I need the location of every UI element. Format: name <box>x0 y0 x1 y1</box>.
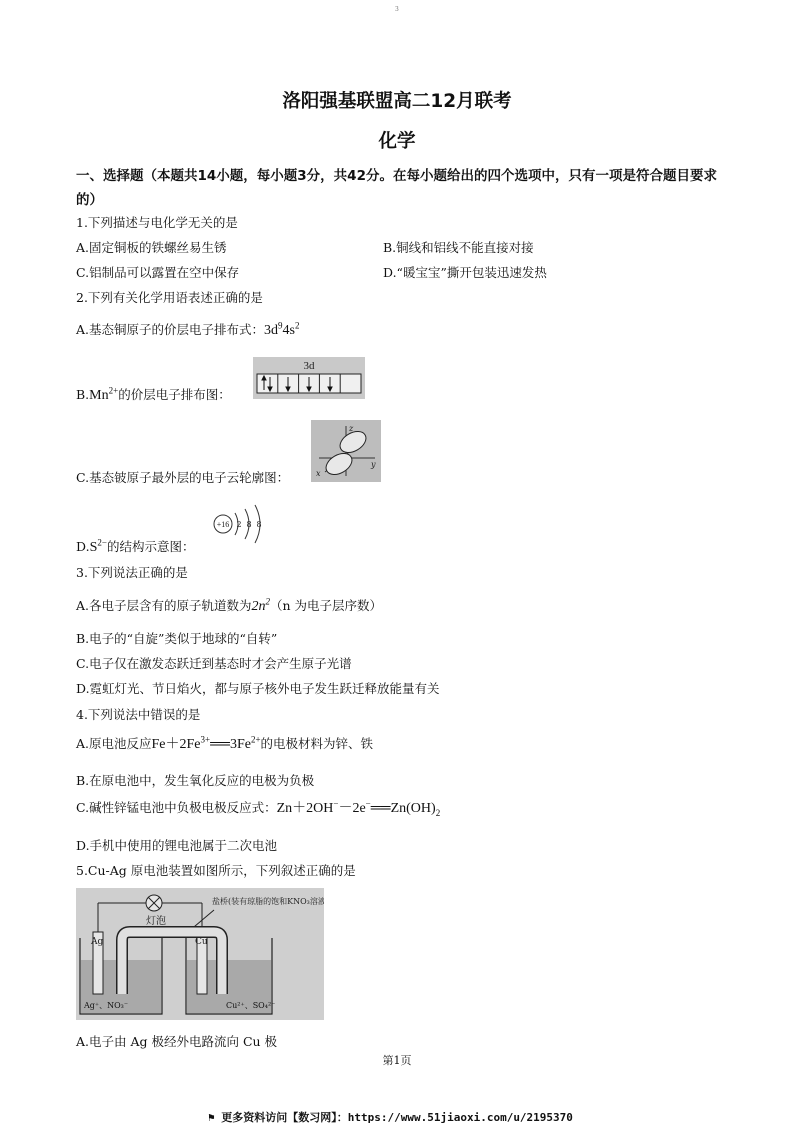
exam-subject: 化学 <box>378 131 416 152</box>
exam-title: 洛阳强基联盟高二12月联考 <box>282 91 512 112</box>
axis-z: z <box>349 424 354 433</box>
atom-structure-figure <box>210 499 268 552</box>
q3-option-c: C.电子仅在激发态跃迁到基态时才会产生原子光谱 <box>76 656 352 671</box>
q2-stem: 2.下列有关化学用语表述正确的是 <box>76 290 263 305</box>
q3-option-a: A.各电子层含有的原子轨道数为$2n^2(n$ 为电子层序数） <box>76 596 383 614</box>
q3-option-d: D.霓虹灯光、节日焰火，都与原子核外电子发生跃迁释放能量有关 <box>76 681 440 696</box>
q5-option-a: A.电子由 Ag 极经外电路流向 Cu 极 <box>76 1034 278 1049</box>
footer-link[interactable]: ⚑ 更多资料访问【数习网】：https://www.51jiaoxi.com/u/2195370 <box>208 1111 573 1124</box>
shell-2: 8 <box>246 520 252 529</box>
galvanic-cell-figure <box>76 888 324 1023</box>
q4-option-a: A.原电池反应$Fe+2Fe^{3+}══3Fe^{2+}$的电极材料为锌、铁 <box>76 734 374 752</box>
q1-option-a: A.固定铜板的铁螺丝易生锈 <box>76 240 227 255</box>
q4-option-c: C.碱性锌锰电池中负极电极反应式：$Zn+2OH^--2e^-══Zn(OH)_2$ <box>76 798 441 818</box>
q2-option-a: A.基态铜原子的价层电子排布式：$3d^94s^2$ <box>76 320 300 338</box>
q1-option-d: D.“暖宝宝”撕开包装迅速发热 <box>383 265 547 280</box>
left-electrode-label: Ag <box>91 937 104 947</box>
orbital-label: 3d <box>303 360 315 372</box>
axis-y: y <box>371 460 376 469</box>
q4-option-d: D.手机中使用的锂电池属于二次电池 <box>76 838 278 853</box>
page-number: 第1页 <box>382 1054 412 1067</box>
q3-stem: 3.下列说法正确的是 <box>76 565 188 580</box>
right-electrode-label: Cu <box>195 937 208 947</box>
bulb-label: 灯泡 <box>146 916 166 927</box>
axis-x: x <box>316 469 321 478</box>
q4-option-b: B.在原电池中，发生氧化反应的电极为负极 <box>76 773 315 788</box>
q1-stem: 1.下列描述与电化学无关的是 <box>76 215 238 230</box>
q5-stem: 5.Cu-Ag 原电池装置如图所示，下列叙述正确的是 <box>76 863 356 878</box>
shell-1: 2 <box>236 520 242 529</box>
right-solution-label: Cu²⁺、SO₄²⁻ <box>226 1001 276 1010</box>
nucleus-charge: +16 <box>216 520 230 529</box>
shell-3: 8 <box>256 520 262 529</box>
salt-bridge-label: 盐桥(装有琼脂的饱和KNO₃溶液) <box>212 897 324 906</box>
q2-option-b: $B.Mn^{2+}$的价层电子排布图： <box>76 385 231 403</box>
q2-option-d: $D.S^{2-}$的结构示意图： <box>76 537 195 555</box>
section-heading: 一、选择题（本题共14小题，每小题3分，共42分。在每小题给出的四个选项中，只有一项是符合题目要求的） <box>76 168 717 208</box>
flag-icon: ⚑ <box>208 1111 222 1124</box>
q1-option-c: C.铝制品可以露置在空中保存 <box>76 265 240 280</box>
electron-cloud-figure <box>311 420 381 485</box>
orbital-diagram-figure <box>253 357 365 402</box>
q1-option-b: B.铜线和铝线不能直接对接 <box>383 240 534 255</box>
q2-option-c: C.基态铍原子最外层的电子云轮廓图： <box>76 470 290 485</box>
q3-option-b: B.电子的“自旋”类似于地球的“自转” <box>76 631 278 646</box>
left-solution-label: Ag⁺、NO₃⁻ <box>84 1001 129 1010</box>
page-marker: 3 <box>395 6 399 13</box>
q4-stem: 4.下列说法中错误的是 <box>76 707 201 722</box>
